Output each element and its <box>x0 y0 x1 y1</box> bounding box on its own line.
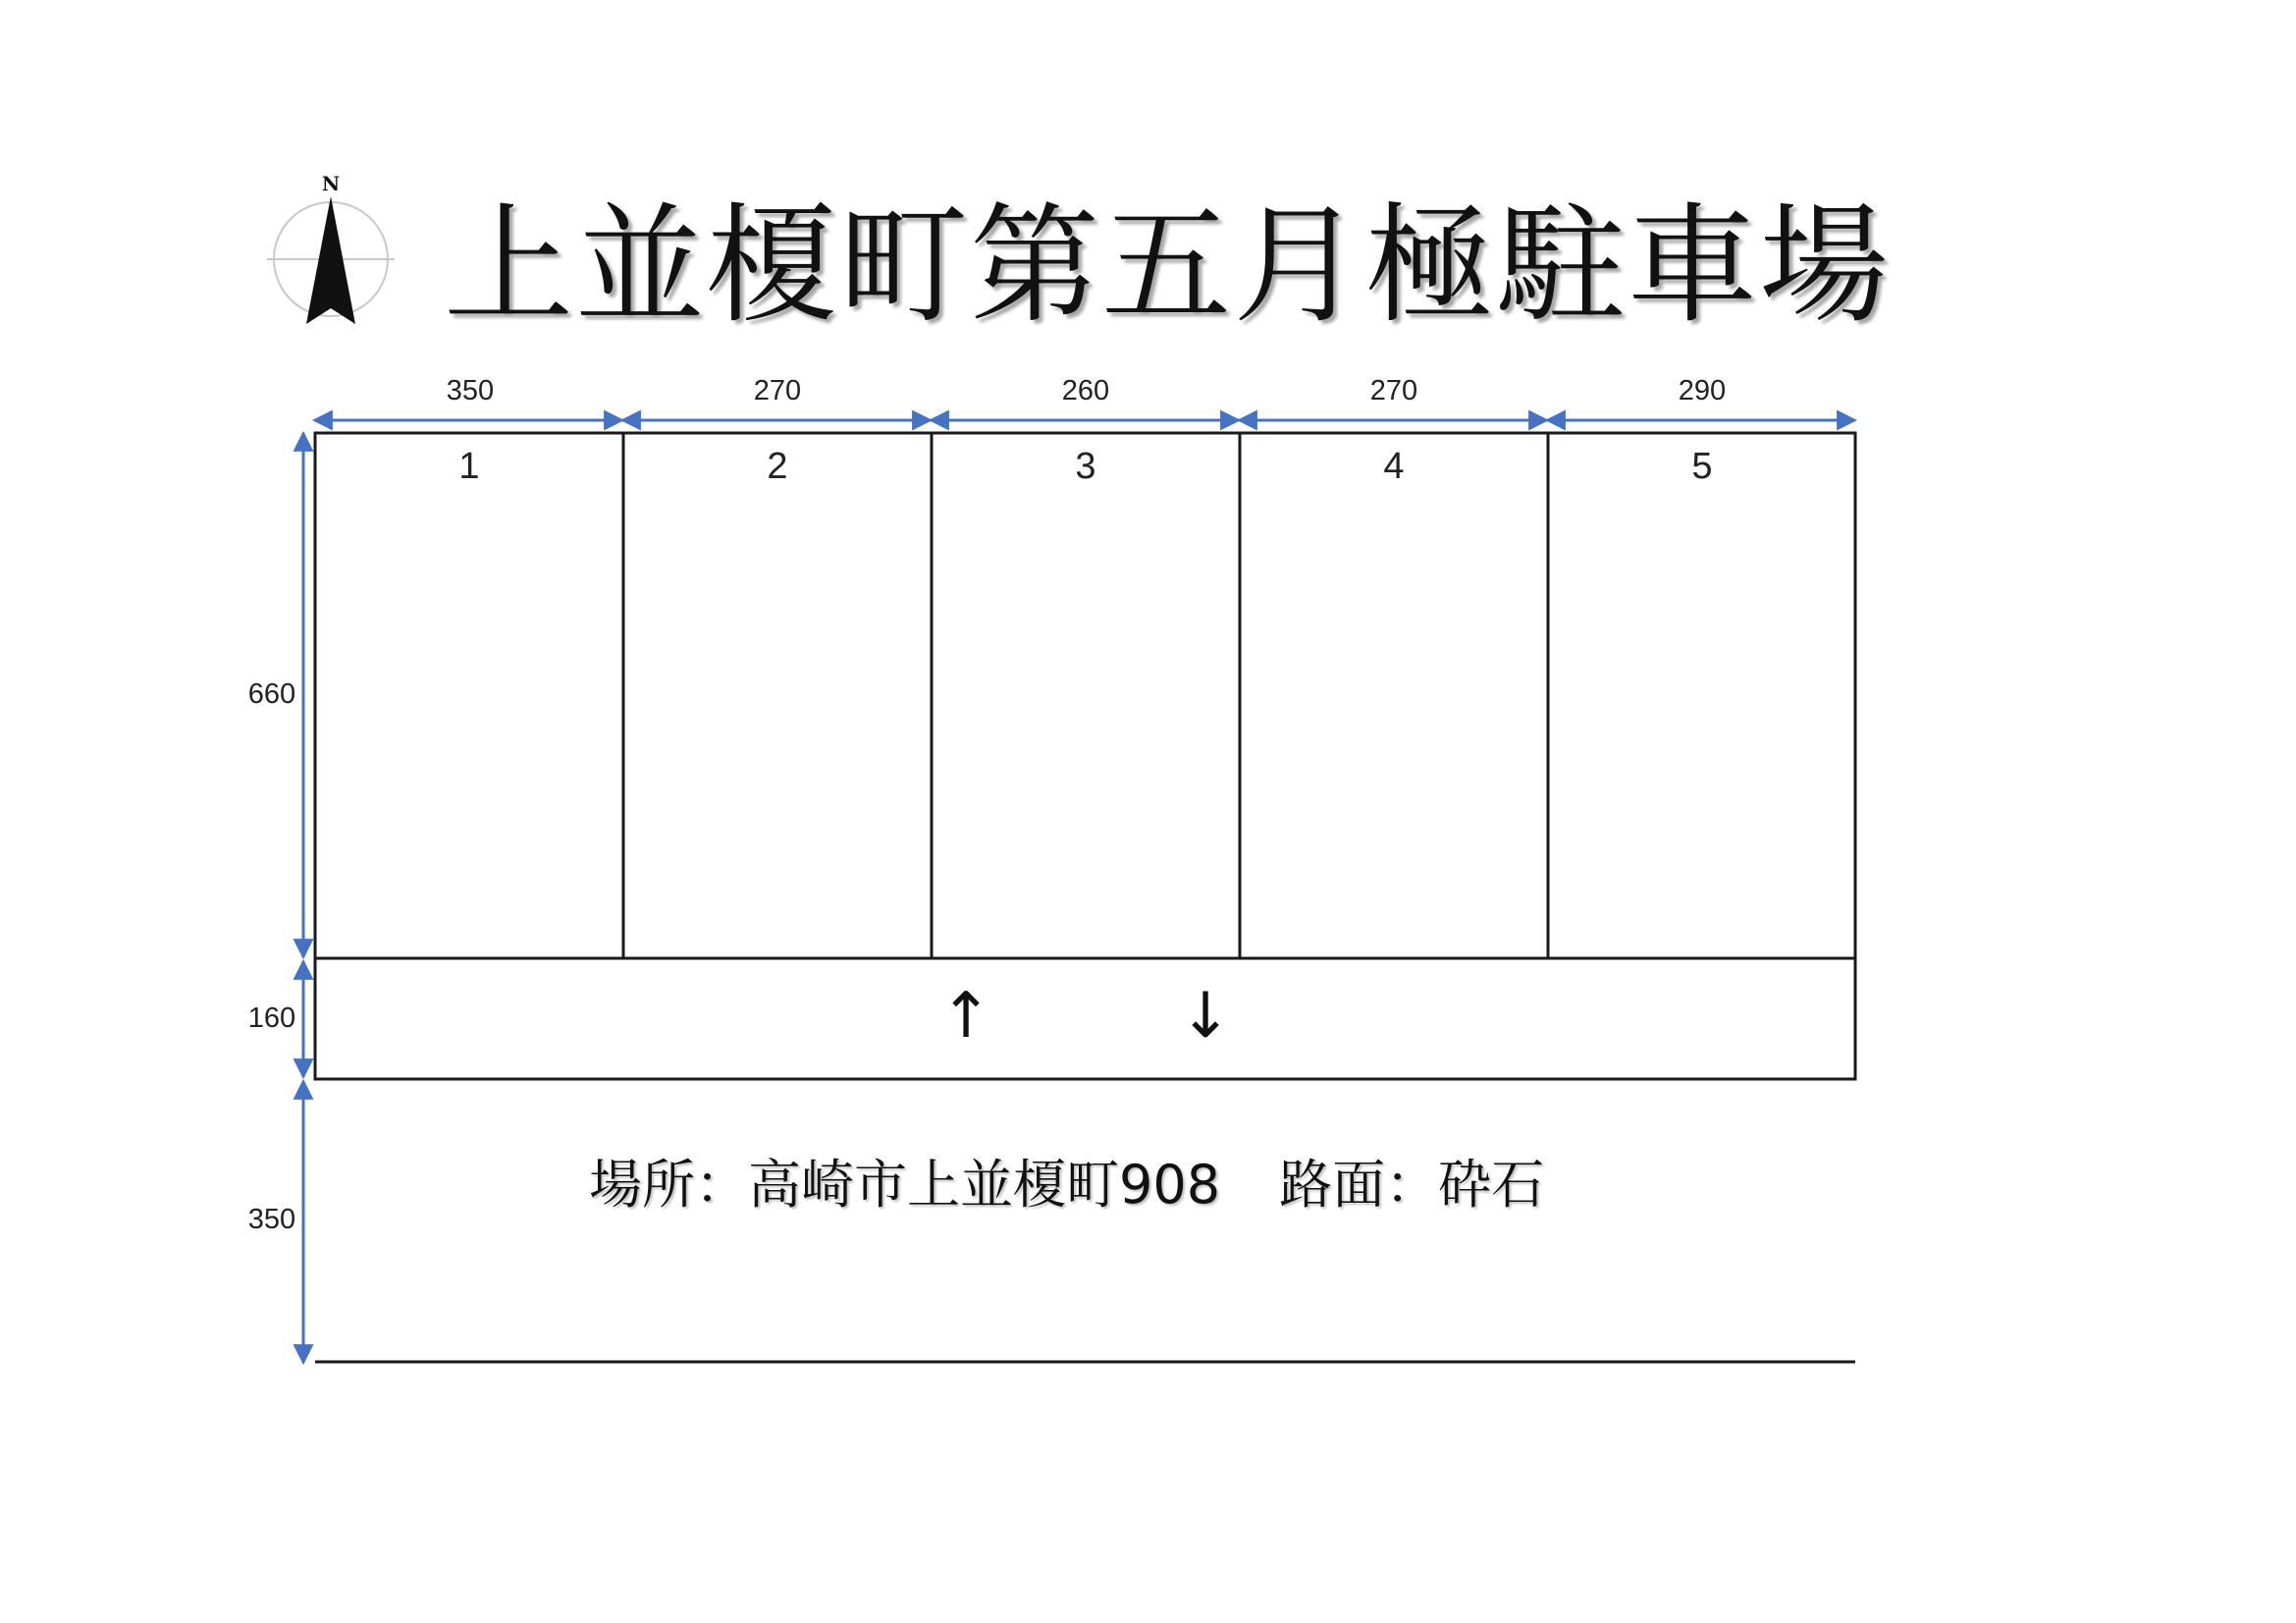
dimension-label-row-aisle: 160 <box>247 1002 296 1034</box>
dimension-label-row-road: 350 <box>247 1204 296 1235</box>
aisle-in-arrow: ↑ <box>939 980 992 1053</box>
location-label: 場所： <box>589 1154 748 1216</box>
compass-north-label: N <box>321 175 341 195</box>
dimension-label-col-2: 270 <box>753 375 802 406</box>
parking-lot-outline <box>315 433 1855 1079</box>
surface-label: 路面： <box>1279 1154 1439 1216</box>
dimension-label-col-5: 290 <box>1678 375 1727 406</box>
dimension-label-col-1: 350 <box>446 375 495 406</box>
page-title: 上並榎町第五月極駐車場 <box>444 190 1891 342</box>
parking-space-5: 5 <box>1691 446 1713 487</box>
location-value: 高崎市上並榎町908 <box>748 1154 1221 1216</box>
parking-space-1: 1 <box>458 446 480 487</box>
parking-space-3: 3 <box>1075 446 1096 487</box>
parking-space-2: 2 <box>767 446 788 487</box>
dimension-label-col-3: 260 <box>1061 375 1110 406</box>
aisle-out-arrow: ↓ <box>1179 980 1232 1053</box>
dimension-label-row-spaces: 660 <box>247 678 296 710</box>
surface-value: 砕石 <box>1438 1154 1545 1216</box>
parking-space-4: 4 <box>1383 446 1405 487</box>
dimension-label-col-4: 270 <box>1369 375 1418 406</box>
site-info <box>589 1151 1544 1219</box>
